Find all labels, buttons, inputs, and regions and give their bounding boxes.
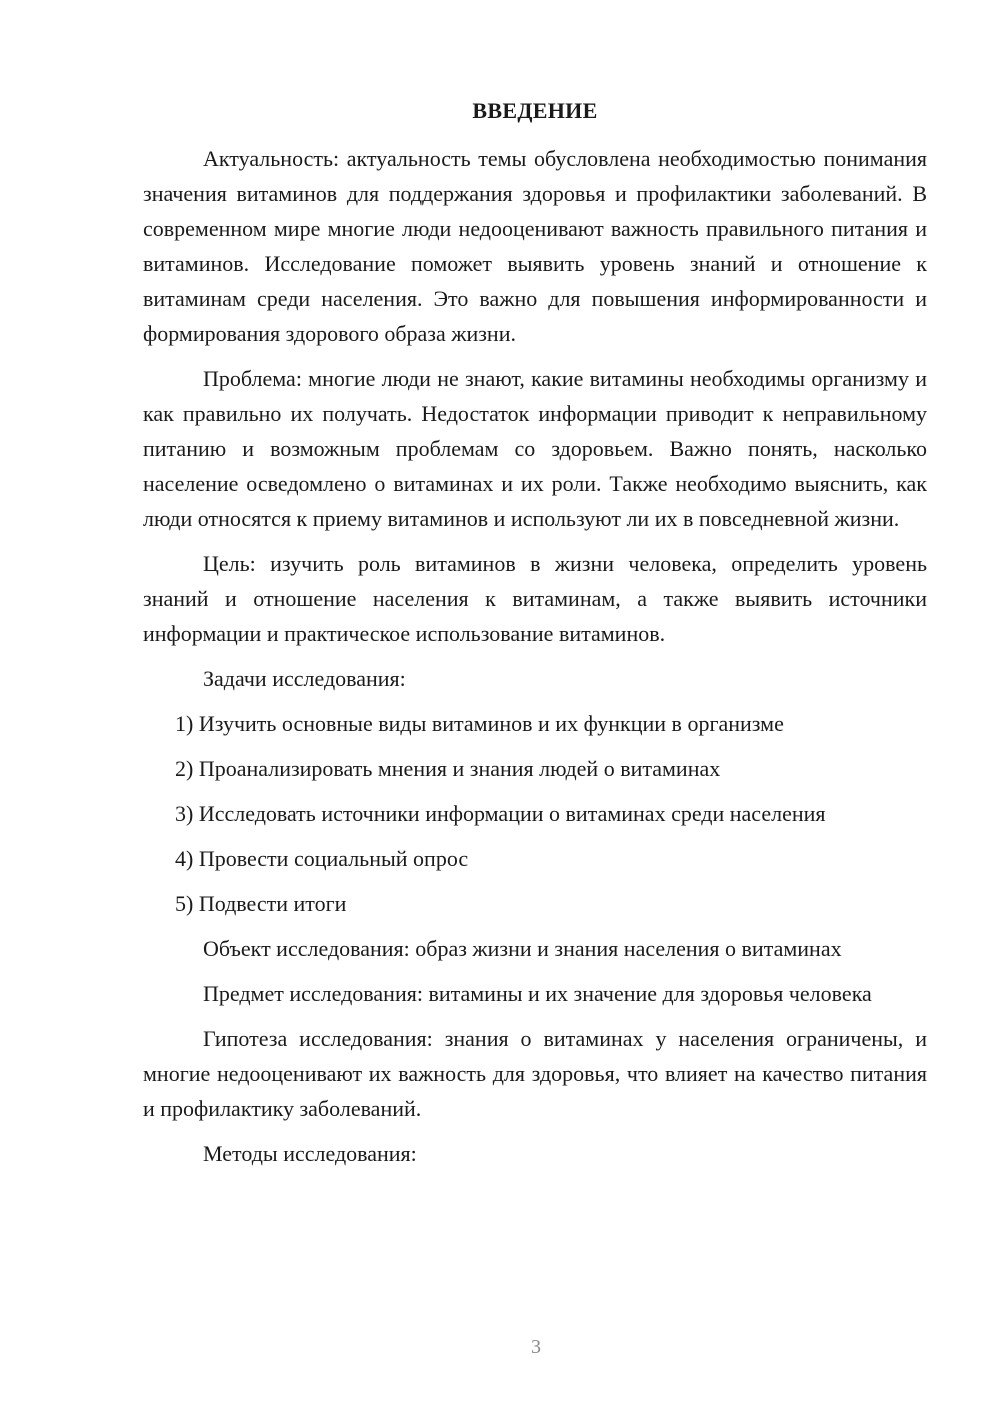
- tasks-label: Задачи исследования:: [203, 666, 406, 691]
- section-heading: ВВЕДЕНИЕ: [472, 98, 598, 123]
- problem-paragraph: Проблема: многие люди не знают, какие витамины необходимы организму и как правильно их получать. Недостаток информации приводит к неправильному питанию и возможным проблемам со здоровьем. Важно понять, насколько население осведомлено о витаминах и их роли. Также необходимо выяснить, как люди относятся к приему витаминов и используют ли их в повседневной жизни.: [143, 366, 927, 531]
- tasks-list: [143, 706, 927, 921]
- subject-paragraph: Предмет исследования: витамины и их значение для здоровья человека: [203, 981, 872, 1006]
- page-number: 3: [531, 1336, 541, 1358]
- relevance-paragraph: Актуальность: актуальность темы обусловлена необходимостью понимания значения витаминов для поддержания здоровья и профилактики заболеваний. В современном мире многие люди недооценивают важность правильного питания и витаминов. Исследование поможет выявить уровень знаний и отношение к витаминам среди населения. Это важно для повышения информированности и формирования здорового образа жизни.: [143, 146, 927, 346]
- task-item: 2) Проанализировать мнения и знания людей о витаминах: [175, 756, 721, 781]
- page-body: [143, 94, 927, 1181]
- task-item: 5) Подвести итоги: [175, 891, 347, 916]
- task-item: 1) Изучить основные виды витаминов и их функции в организме: [175, 711, 784, 736]
- task-item: 3) Исследовать источники информации о витаминах среди населения: [175, 801, 826, 826]
- goal-paragraph: Цель: изучить роль витаминов в жизни человека, определить уровень знаний и отношение населения к витаминам, а также выявить источники информации и практическое использование витаминов.: [143, 551, 927, 646]
- methods-label: Методы исследования:: [203, 1141, 417, 1166]
- task-item: 4) Провести социальный опрос: [175, 846, 469, 871]
- hypothesis-paragraph: Гипотеза исследования: знания о витаминах у населения ограничены, и многие недооценивают их важность для здоровья, что влияет на качество питания и профилактику заболеваний.: [143, 1026, 927, 1121]
- object-paragraph: Объект исследования: образ жизни и знания населения о витаминах: [203, 936, 842, 961]
